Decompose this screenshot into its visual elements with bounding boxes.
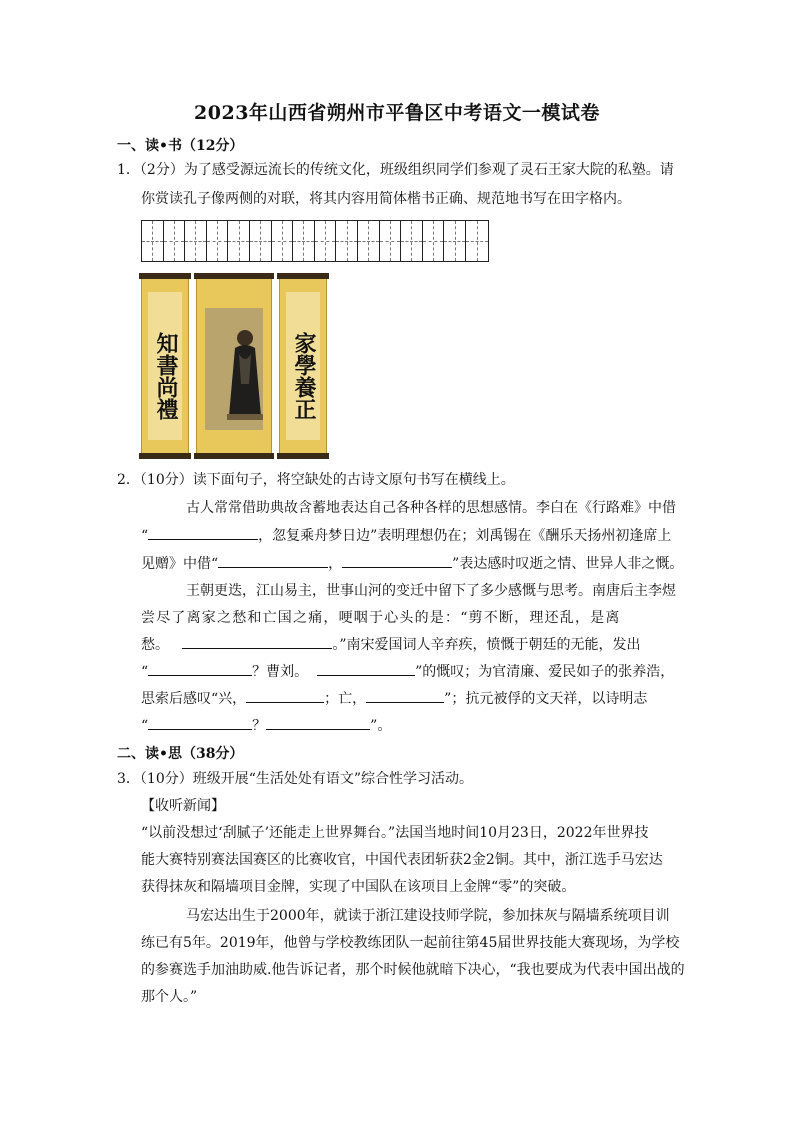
answer-blank[interactable] [148, 715, 252, 730]
text: 。”南宋爱国词人辛弃疾，愤慨于朝廷的无能，发出 [332, 637, 641, 653]
text: ”表达感时叹逝之情、世异人非之慨。 [452, 556, 684, 572]
tianzige-cell[interactable] [358, 221, 380, 261]
tianzige-cell[interactable] [315, 221, 337, 261]
q2-p1-line1: 古人常常借助典故含蓄地表达自己各种各样的思想感情。李白在《行路难》中借 [186, 500, 676, 516]
answer-blank[interactable] [182, 634, 332, 649]
q3-heading: 3．（10分）班级开展“生活处处有语文”综合性学习活动。 [117, 771, 474, 787]
news-line-3: 获得抹灰和隔墙项目金牌，实现了中国队在该项目上金牌“零”的突破。 [141, 879, 576, 895]
text: 见赠》中借“ [141, 556, 219, 572]
couplet-right-text: 家學養正 [291, 332, 317, 420]
q2-p2-line6 [141, 715, 391, 736]
q2-p1-line3 [141, 553, 683, 574]
text: “ [141, 718, 149, 734]
tianzige-cell[interactable] [444, 221, 466, 261]
news-line-1: “以前没想过‘刮腻子’还能走上世界舞台。”法国当地时间10月23日，2022年世界技 [141, 825, 649, 841]
tianzige-cell[interactable] [207, 221, 229, 261]
section-heading-2: 二、读•思（38分） [117, 746, 244, 762]
q2-p1-line2 [141, 525, 671, 546]
news-line-2: 能大赛特别赛法国赛区的比赛收官，中国代表团斩获2金2铜。其中，浙江选手马宏达 [141, 852, 663, 868]
tianzige-cell[interactable] [466, 221, 488, 261]
tianzige-cell[interactable] [142, 221, 164, 261]
tianzige-cell[interactable] [380, 221, 402, 261]
text: ？ [252, 718, 267, 734]
news-line-6: 的参赛选手加油助威.他告诉记者，那个时候他就暗下决心，“我也要成为代表中国出战的 [141, 962, 685, 978]
tianzige-cell[interactable] [423, 221, 445, 261]
answer-blank[interactable] [266, 715, 370, 730]
tianzige-cell[interactable] [401, 221, 423, 261]
tianzige-cell[interactable] [185, 221, 207, 261]
text: ？曹刘。 [252, 664, 309, 680]
news-line-4: 马宏达出生于2000年，就读于浙江建设技师学院，参加抹灰与隔墙系统项目训 [186, 908, 670, 924]
answer-blank[interactable] [148, 661, 252, 676]
text: 愁。 [141, 637, 169, 653]
answer-blank[interactable] [246, 688, 324, 703]
q2-p2-line4 [141, 661, 674, 682]
q2-p2-line1: 王朝更迭，江山易主，世事山河的变迁中留下了多少感慨与思考。南唐后主李煜 [186, 583, 676, 599]
news-line-7: 那个人。” [141, 989, 198, 1005]
answer-blank[interactable] [218, 553, 328, 568]
tianzige-cell[interactable] [250, 221, 272, 261]
answer-blank[interactable] [366, 688, 444, 703]
news-line-5: 练已有5年。2019年，他曾与学校教练团队一起前往第45届世界技能大赛现场，为学校 [141, 935, 680, 951]
q2-heading: 2．（10分）读下面句子，将空缺处的古诗文原句书写在横线上。 [117, 472, 515, 488]
page-title: 2023年山西省朔州市平鲁区中考语文一模试卷 [194, 102, 600, 124]
answer-blank[interactable] [317, 661, 415, 676]
couplet-left-text: 知書尚禮 [153, 332, 179, 420]
tianzige-cell[interactable] [272, 221, 294, 261]
portrait-scroll [196, 275, 272, 457]
q3-subheading: 【收听新闻】 [141, 798, 225, 814]
answer-blank[interactable] [148, 525, 258, 540]
text: ”。 [370, 718, 392, 734]
tianzige-grid[interactable] [141, 220, 489, 262]
q1-line-1: 1．（2分）为了感受源远流长的传统文化，班级组织同学们参观了灵石王家大院的私塾。请 [117, 162, 674, 178]
text: 思索后感叹“兴， [141, 691, 247, 707]
text: ”；抗元被俘的文天祥，以诗明志 [444, 691, 648, 707]
left-scroll [141, 275, 189, 457]
tianzige-cell[interactable] [228, 221, 250, 261]
text: ”的慨叹；为官清廉、爱民如子的张养浩， [415, 664, 675, 680]
text: ；亡， [324, 691, 367, 707]
confucius-figure-icon [221, 324, 269, 424]
q2-p2-line5 [141, 688, 647, 709]
section-heading-1: 一、读•书（12分） [117, 138, 244, 154]
tianzige-cell[interactable] [336, 221, 358, 261]
text: “ [141, 664, 149, 680]
q2-p2-line2: 尝尽了离家之愁和亡国之痛，哽咽于心头的是：“剪不断，理还乱，是离 [141, 610, 621, 626]
tianzige-cell[interactable] [164, 221, 186, 261]
text: “ [141, 528, 149, 544]
text: ，忽复乘舟梦日边”表明理想仍在；刘禹锡在《酬乐天扬州初逢席上 [258, 528, 672, 544]
confucius-portrait [205, 308, 263, 430]
tianzige-cell[interactable] [293, 221, 315, 261]
right-scroll [279, 275, 327, 457]
answer-blank[interactable] [342, 553, 452, 568]
text: ， [328, 556, 343, 572]
q2-p2-line3 [141, 634, 641, 655]
q1-line-2: 你赏读孔子像两侧的对联，将其内容用简体楷书正确、规范地书写在田字格内。 [141, 191, 631, 207]
